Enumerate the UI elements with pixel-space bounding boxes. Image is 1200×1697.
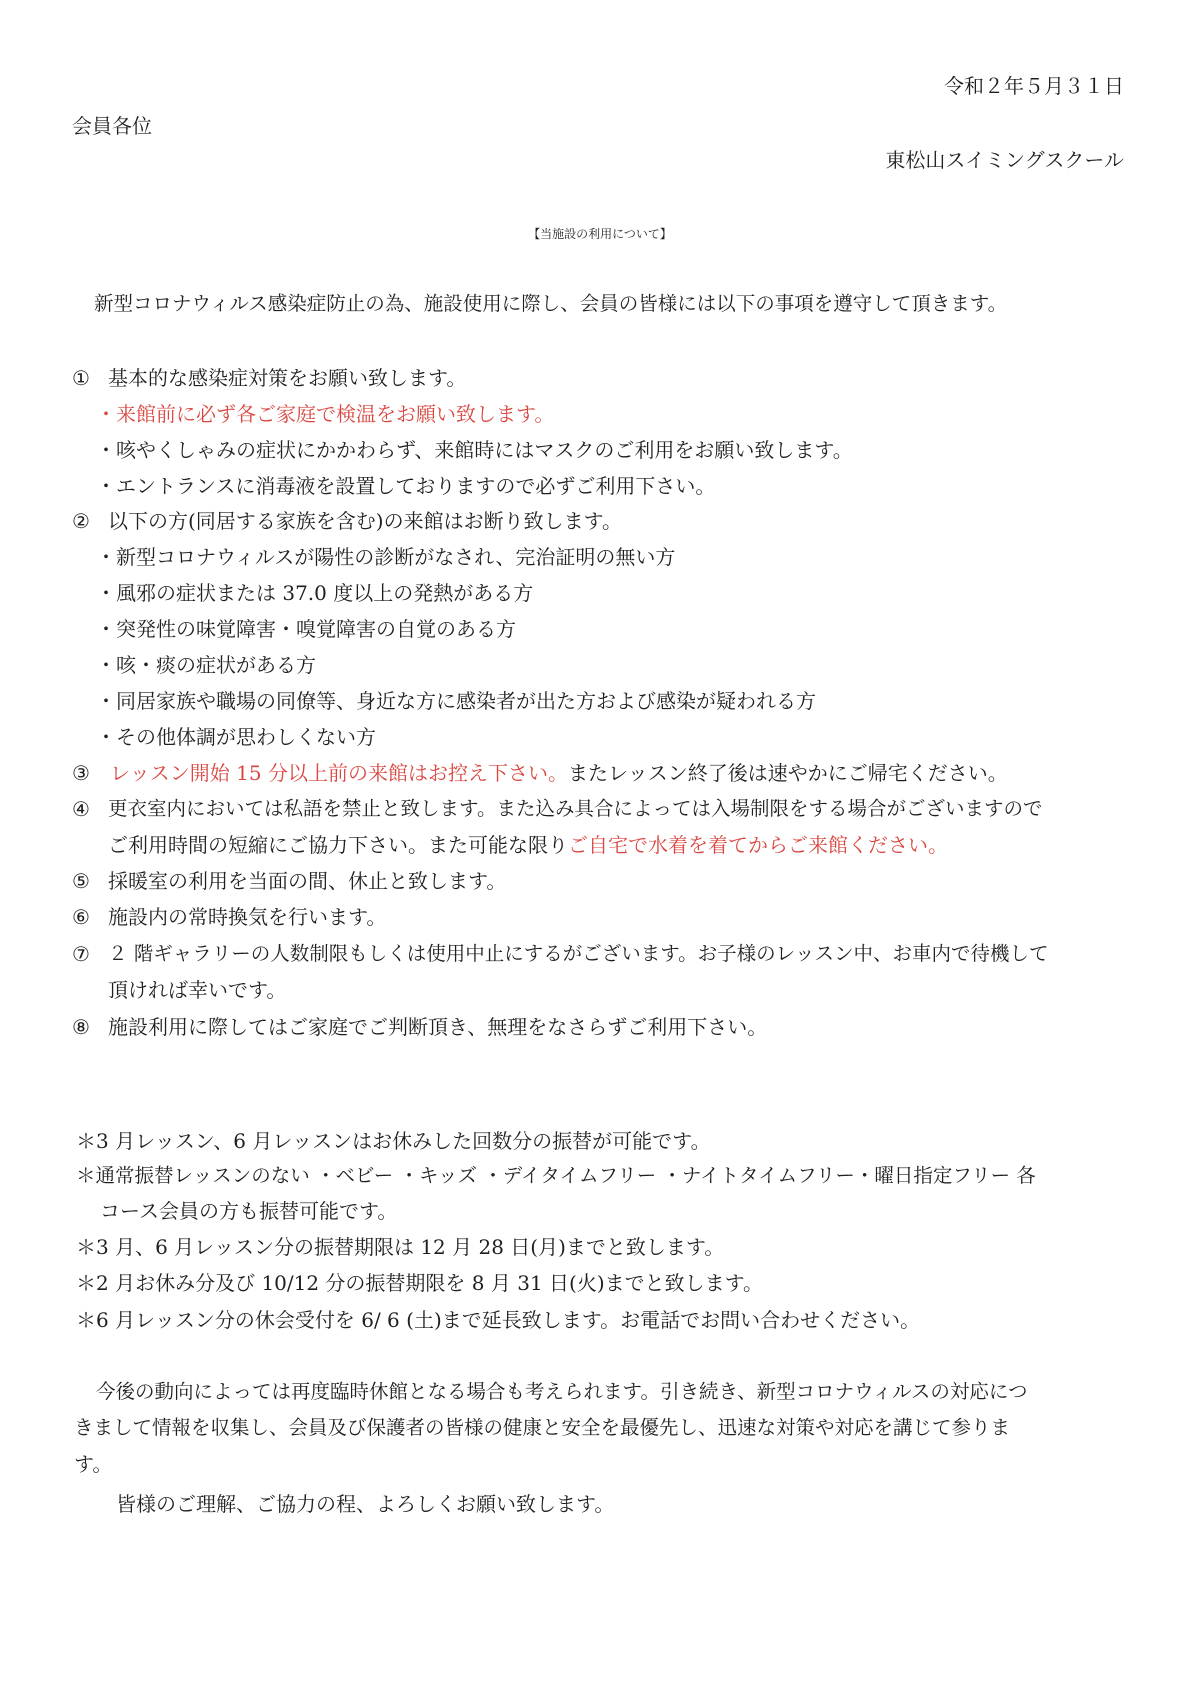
date: 令和２年５月３１日 [944, 74, 1124, 98]
item-1-bullet-3: ・エントランスに消毒液を設置しておりますので必ずご利用下さい。 [96, 474, 716, 498]
closing-line-1: 今後の動向によっては再度臨時休館となる場合も考えられます。引き続き、新型コロナウィルスの対応につ [96, 1380, 1028, 1403]
item-3-rest: またレッスン終了後は速やかにご帰宅ください。 [567, 761, 1008, 785]
closing-line-3: す。 [74, 1452, 113, 1476]
note-5: ＊6 月レッスン分の休会受付を 6/ 6 (土)まで延長致します。お電話でお問い合わせください。 [76, 1308, 921, 1332]
item-7-line-1: ２ 階ギャラリーの人数制限もしくは使用中止にするがございます。お子様のレッスン中、お車内で待機して [108, 942, 1049, 965]
note-2-line-2: コース会員の方も振替可能です。 [100, 1199, 398, 1223]
item-5-text: 採暖室の利用を当面の間、休止と致します。 [108, 869, 507, 893]
item-7-line-2: 頂ければ幸いです。 [108, 978, 287, 1002]
item-1-bullet-1: ・来館前に必ず各ご家庭で検温をお願い致します。 [96, 402, 555, 426]
item-6-number: ⑥ [72, 905, 90, 929]
item-8-text: 施設利用に際してはご家庭でご判断頂き、無理をなさらずご利用下さい。 [108, 1015, 768, 1039]
addressee: 会員各位 [72, 114, 152, 138]
item-1-text: 基本的な感染症対策をお願い致します。 [108, 366, 467, 390]
item-4-line-2 [108, 831, 948, 859]
item-7-number: ⑦ [72, 942, 90, 966]
sender: 東松山スイミングスクール [885, 148, 1124, 172]
item-5-number: ⑤ [72, 869, 90, 893]
note-2-line-1: ＊通常振替レッスンのない ・ベビー ・キッズ ・デイタイムフリー ・ナイトタイムフリー・曜日指定フリー 各 [76, 1164, 1036, 1187]
item-4-line-2-text: ご利用時間の短縮にご協力下さい。また可能な限り [108, 833, 568, 857]
note-4: ＊2 月お休み分及び 10/12 分の振替期限を 8 月 31 日(火)までと致します。 [76, 1271, 764, 1295]
page-title: 【当施設の利用について】 [528, 227, 672, 241]
item-4-number: ④ [72, 797, 90, 821]
closing-line-4: 皆様のご理解、ご協力の程、よろしくお願い致します。 [116, 1492, 615, 1516]
item-3-number: ③ [72, 761, 90, 785]
note-3: ＊3 月、6 月レッスン分の振替期限は 12 月 28 日(月)までと致します。 [76, 1235, 725, 1259]
closing-line-2: きまして情報を収集し、会員及び保護者の皆様の健康と安全を最優先し、迅速な対策や対応を講じて参りま [74, 1416, 1011, 1439]
item-2-text: 以下の方(同居する家族を含む)の来館はお断り致します。 [108, 509, 623, 533]
item-2-bullet-2: ・風邪の症状または 37.0 度以上の発熱がある方 [96, 581, 534, 605]
item-3-emphasis: レッスン開始 15 分以上前の来館はお控え下さい。 [110, 761, 568, 785]
item-4-line-1: 更衣室内においては私語を禁止と致します。また込み具合によっては入場制限をする場合がございますので [108, 797, 1043, 820]
item-2-bullet-5: ・同居家族や職場の同僚等、身近な方に感染者が出た方および感染が疑われる方 [96, 689, 816, 713]
item-1-bullet-2: ・咳やくしゃみの症状にかかわらず、来館時にはマスクのご利用をお願い致します。 [96, 438, 853, 462]
item-2-bullet-6: ・その他体調が思わしくない方 [96, 725, 376, 749]
item-1-number: ① [72, 366, 90, 390]
intro-paragraph: 新型コロナウィルス感染症防止の為、施設使用に際し、会員の皆様には以下の事項を遵守して頂きます。 [94, 292, 1008, 315]
item-2-number: ② [72, 509, 90, 533]
item-6-text: 施設内の常時換気を行います。 [108, 905, 387, 929]
item-2-bullet-3: ・突発性の味覚障害・嗅覚障害の自覚のある方 [96, 617, 516, 641]
item-3-text [110, 759, 1008, 787]
item-8-number: ⑧ [72, 1015, 90, 1039]
item-2-bullet-4: ・咳・痰の症状がある方 [96, 653, 316, 677]
item-2-bullet-1: ・新型コロナウィルスが陽性の診断がなされ、完治証明の無い方 [96, 545, 676, 569]
note-1: ＊3 月レッスン、6 月レッスンはお休みした回数分の振替が可能です。 [76, 1129, 711, 1153]
item-4-emphasis: ご自宅で水着を着てからご来館ください。 [568, 833, 948, 857]
